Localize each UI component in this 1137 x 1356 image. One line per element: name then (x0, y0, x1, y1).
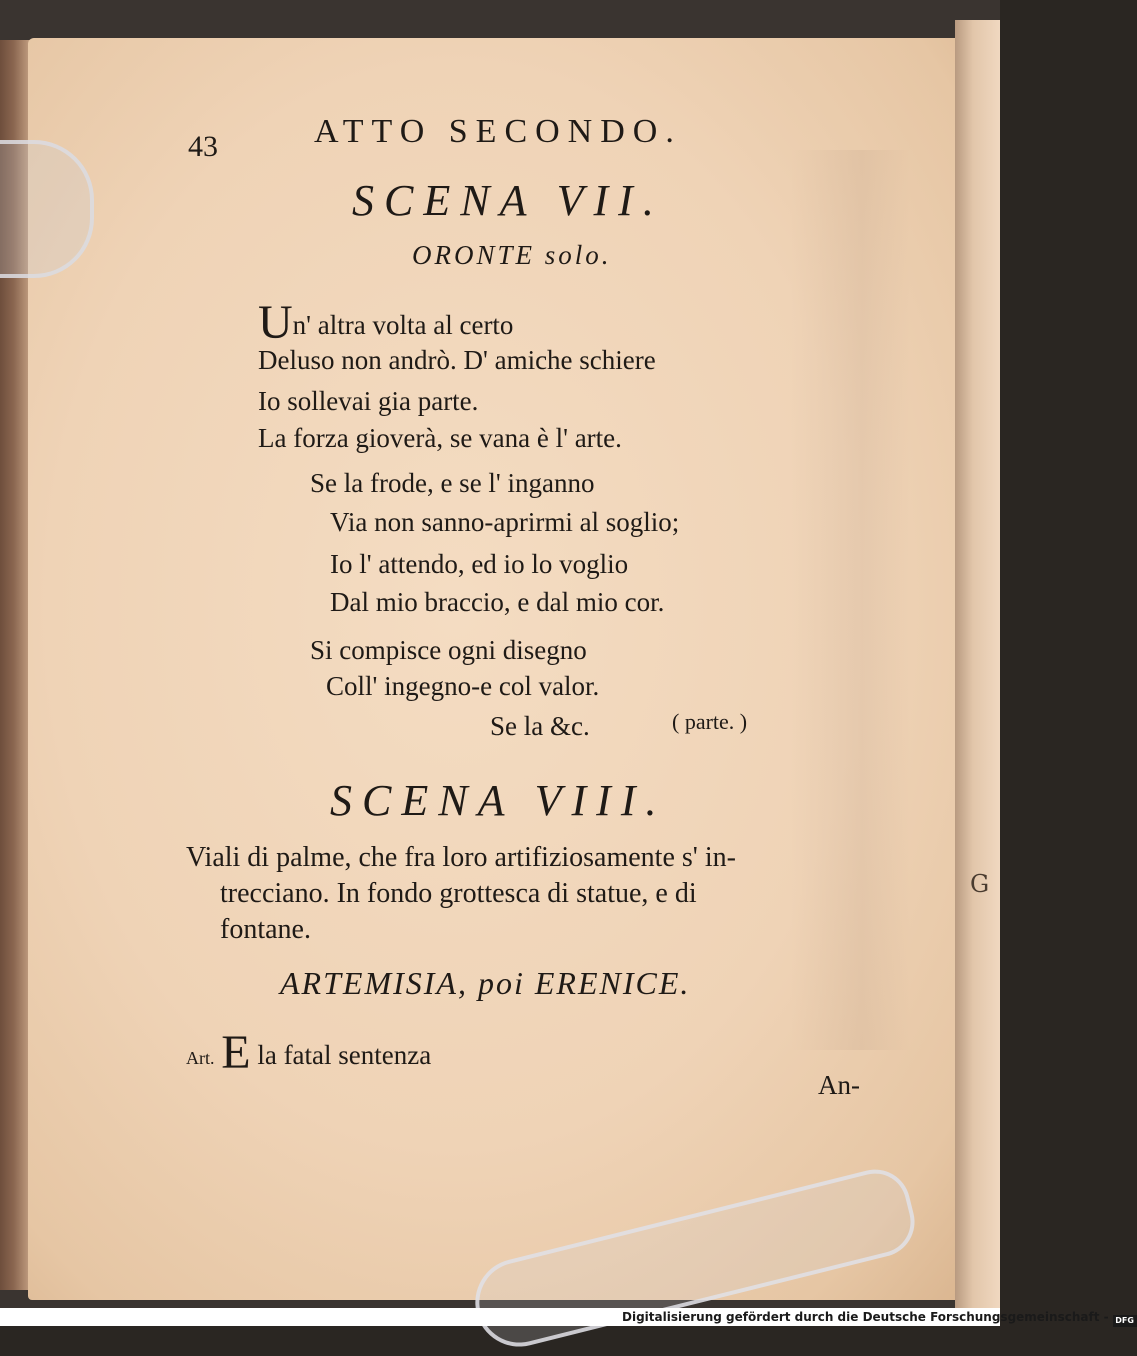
verse-line: Un' altra volta al certo (258, 296, 514, 349)
drop-cap: E (221, 1026, 251, 1079)
gutter-letter: G (970, 870, 990, 898)
verse-line: Coll' ingegno-e col valor. (326, 671, 600, 701)
reprise-marker: Se la &c. (490, 711, 590, 741)
verse-line: Se la frode, e se l' inganno (310, 468, 595, 498)
stage-direction-line: trecciano. In fondo grottesca di statue, e di (220, 878, 697, 909)
stage-direction-line: fontane. (220, 914, 311, 945)
scene-title: SCENA VII. (352, 176, 664, 225)
verse-line: Io sollevai gia parte. (258, 386, 479, 416)
verse-line: Deluso non andrò. D' amiche schiere (258, 345, 656, 375)
catchword: An- (818, 1070, 860, 1100)
verse-line: Dal mio braccio, e dal mio cor. (330, 587, 665, 617)
show-through-shadow (790, 150, 910, 1050)
character-heading: ORONTE solo. (412, 240, 612, 270)
scene-title: SCENA VIII. (330, 776, 667, 825)
verse-line: Via non sanno-aprirmi al soglio; (330, 507, 680, 537)
speech-line: Art. E la fatal sentenza (186, 1026, 432, 1079)
page-gutter (955, 20, 1000, 1310)
page-number: 43 (188, 130, 218, 163)
speaker-label: Art. (186, 1048, 215, 1068)
running-head: ATTO SECONDO. (314, 113, 682, 150)
verse-line: Si compisce ogni disegno (310, 635, 587, 665)
verse-line: Io l' attendo, ed io lo voglio (330, 549, 629, 579)
stage-direction-line: Viali di palme, che fra loro artifiziosamente s' in- (186, 842, 736, 873)
digitization-credit: Digitalisierung gefördert durch die Deutsche Forschungsgemeinschaft - DFG (622, 1310, 1137, 1327)
dfg-logo: DFG (1113, 1315, 1137, 1327)
verse-line: La forza gioverà, se vana è l' arte. (258, 423, 622, 453)
characters-heading: ARTEMISIA, poi ERENICE. (280, 965, 691, 1001)
exit-direction: ( parte. ) (672, 709, 748, 734)
drop-cap: U (258, 296, 293, 349)
